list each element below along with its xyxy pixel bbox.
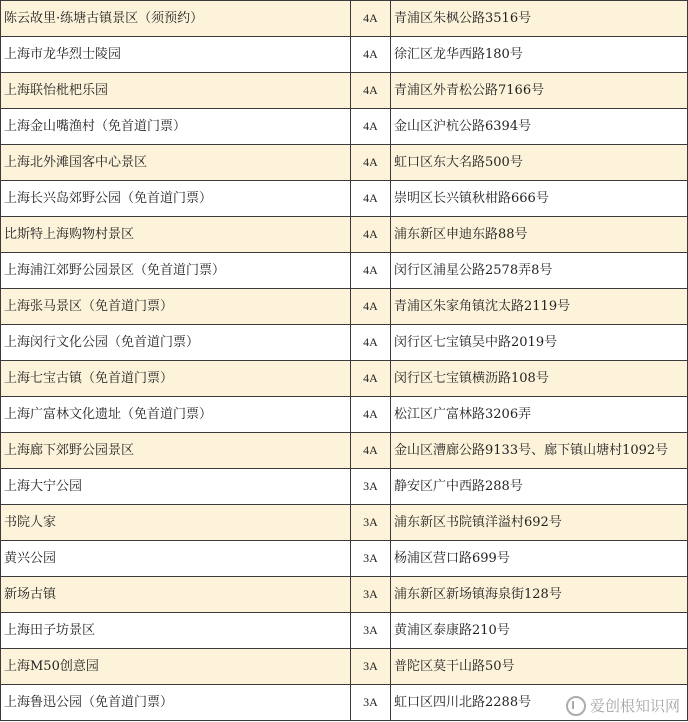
scenic-name-cell: 书院人家 bbox=[1, 505, 351, 541]
table-row bbox=[1, 613, 688, 649]
address-cell: 杨浦区营口路699号 bbox=[391, 541, 688, 577]
table-row bbox=[1, 649, 688, 685]
scenic-name-cell: 上海联怡枇杷乐园 bbox=[1, 73, 351, 109]
address-cell: 虹口区四川北路2288号 bbox=[391, 685, 688, 721]
address-cell: 闵行区七宝镇吴中路2019号 bbox=[391, 325, 688, 361]
address-cell: 徐汇区龙华西路180号 bbox=[391, 37, 688, 73]
table-row bbox=[1, 361, 688, 397]
address-cell: 青浦区朱家角镇沈太路2119号 bbox=[391, 289, 688, 325]
table-row bbox=[1, 469, 688, 505]
grade-cell: 3A bbox=[351, 541, 391, 577]
scenic-name-cell: 黄兴公园 bbox=[1, 541, 351, 577]
address-cell: 松江区广富林路3206弄 bbox=[391, 397, 688, 433]
scenic-name-cell: 上海田子坊景区 bbox=[1, 613, 351, 649]
table-row bbox=[1, 109, 688, 145]
address-cell: 闵行区浦星公路2578弄8号 bbox=[391, 253, 688, 289]
address-cell: 闵行区七宝镇横沥路108号 bbox=[391, 361, 688, 397]
grade-cell: 4A bbox=[351, 1, 391, 37]
grade-cell: 3A bbox=[351, 577, 391, 613]
table-row bbox=[1, 181, 688, 217]
table-row bbox=[1, 397, 688, 433]
table-row bbox=[1, 253, 688, 289]
address-cell: 青浦区朱枫公路3516号 bbox=[391, 1, 688, 37]
table-row bbox=[1, 541, 688, 577]
address-cell: 浦东新区申迪东路88号 bbox=[391, 217, 688, 253]
grade-cell: 4A bbox=[351, 253, 391, 289]
address-cell: 普陀区莫干山路50号 bbox=[391, 649, 688, 685]
address-cell: 黄浦区泰康路210号 bbox=[391, 613, 688, 649]
table-body bbox=[1, 1, 688, 721]
grade-cell: 4A bbox=[351, 397, 391, 433]
address-cell: 金山区漕廊公路9133号、廊下镇山塘村1092号 bbox=[391, 433, 688, 469]
table-row bbox=[1, 37, 688, 73]
address-cell: 青浦区外青松公路7166号 bbox=[391, 73, 688, 109]
grade-cell: 4A bbox=[351, 109, 391, 145]
address-cell: 虹口区东大名路500号 bbox=[391, 145, 688, 181]
table-row bbox=[1, 325, 688, 361]
address-cell: 金山区沪杭公路6394号 bbox=[391, 109, 688, 145]
site-watermark bbox=[566, 695, 680, 716]
address-cell: 浦东新区新场镇海泉街128号 bbox=[391, 577, 688, 613]
grade-cell: 4A bbox=[351, 73, 391, 109]
scenic-name-cell: 上海张马景区（免首道门票） bbox=[1, 289, 351, 325]
scenic-name-cell: 上海闵行文化公园（免首道门票） bbox=[1, 325, 351, 361]
watermark-logo-icon bbox=[566, 696, 586, 716]
scenic-name-cell: 上海长兴岛郊野公园（免首道门票） bbox=[1, 181, 351, 217]
scenic-name-cell: 上海金山嘴渔村（免首道门票） bbox=[1, 109, 351, 145]
scenic-name-cell: 上海北外滩国客中心景区 bbox=[1, 145, 351, 181]
scenic-name-cell: 上海浦江郊野公园景区（免首道门票） bbox=[1, 253, 351, 289]
table-row bbox=[1, 433, 688, 469]
table-row bbox=[1, 217, 688, 253]
scenic-name-cell: 上海广富林文化遗址（免首道门票） bbox=[1, 397, 351, 433]
scenic-name-cell: 陈云故里·练塘古镇景区（须预约） bbox=[1, 1, 351, 37]
watermark-text: 爱创根知识网 bbox=[589, 697, 680, 715]
grade-cell: 3A bbox=[351, 649, 391, 685]
table-row bbox=[1, 577, 688, 613]
grade-cell: 4A bbox=[351, 361, 391, 397]
scenic-name-cell: 上海M50创意园 bbox=[1, 649, 351, 685]
grade-cell: 4A bbox=[351, 325, 391, 361]
scenic-name-cell: 上海鲁迅公园（免首道门票） bbox=[1, 685, 351, 721]
scenic-name-cell: 上海廊下郊野公园景区 bbox=[1, 433, 351, 469]
address-cell: 静安区广中西路288号 bbox=[391, 469, 688, 505]
grade-cell: 3A bbox=[351, 685, 391, 721]
scenic-name-cell: 上海大宁公园 bbox=[1, 469, 351, 505]
grade-cell: 4A bbox=[351, 37, 391, 73]
address-cell: 浦东新区书院镇洋溢村692号 bbox=[391, 505, 688, 541]
grade-cell: 4A bbox=[351, 181, 391, 217]
grade-cell: 3A bbox=[351, 505, 391, 541]
table-row bbox=[1, 289, 688, 325]
table-row bbox=[1, 73, 688, 109]
grade-cell: 3A bbox=[351, 613, 391, 649]
scenic-name-cell: 比斯特上海购物村景区 bbox=[1, 217, 351, 253]
grade-cell: 4A bbox=[351, 433, 391, 469]
scenic-name-cell: 上海市龙华烈士陵园 bbox=[1, 37, 351, 73]
grade-cell: 4A bbox=[351, 289, 391, 325]
address-cell: 崇明区长兴镇秋柑路666号 bbox=[391, 181, 688, 217]
scenic-name-cell: 上海七宝古镇（免首道门票） bbox=[1, 361, 351, 397]
grade-cell: 3A bbox=[351, 469, 391, 505]
table-row bbox=[1, 1, 688, 37]
scenic-name-cell: 新场古镇 bbox=[1, 577, 351, 613]
table-row bbox=[1, 145, 688, 181]
grade-cell: 4A bbox=[351, 217, 391, 253]
grade-cell: 4A bbox=[351, 145, 391, 181]
table-row bbox=[1, 505, 688, 541]
